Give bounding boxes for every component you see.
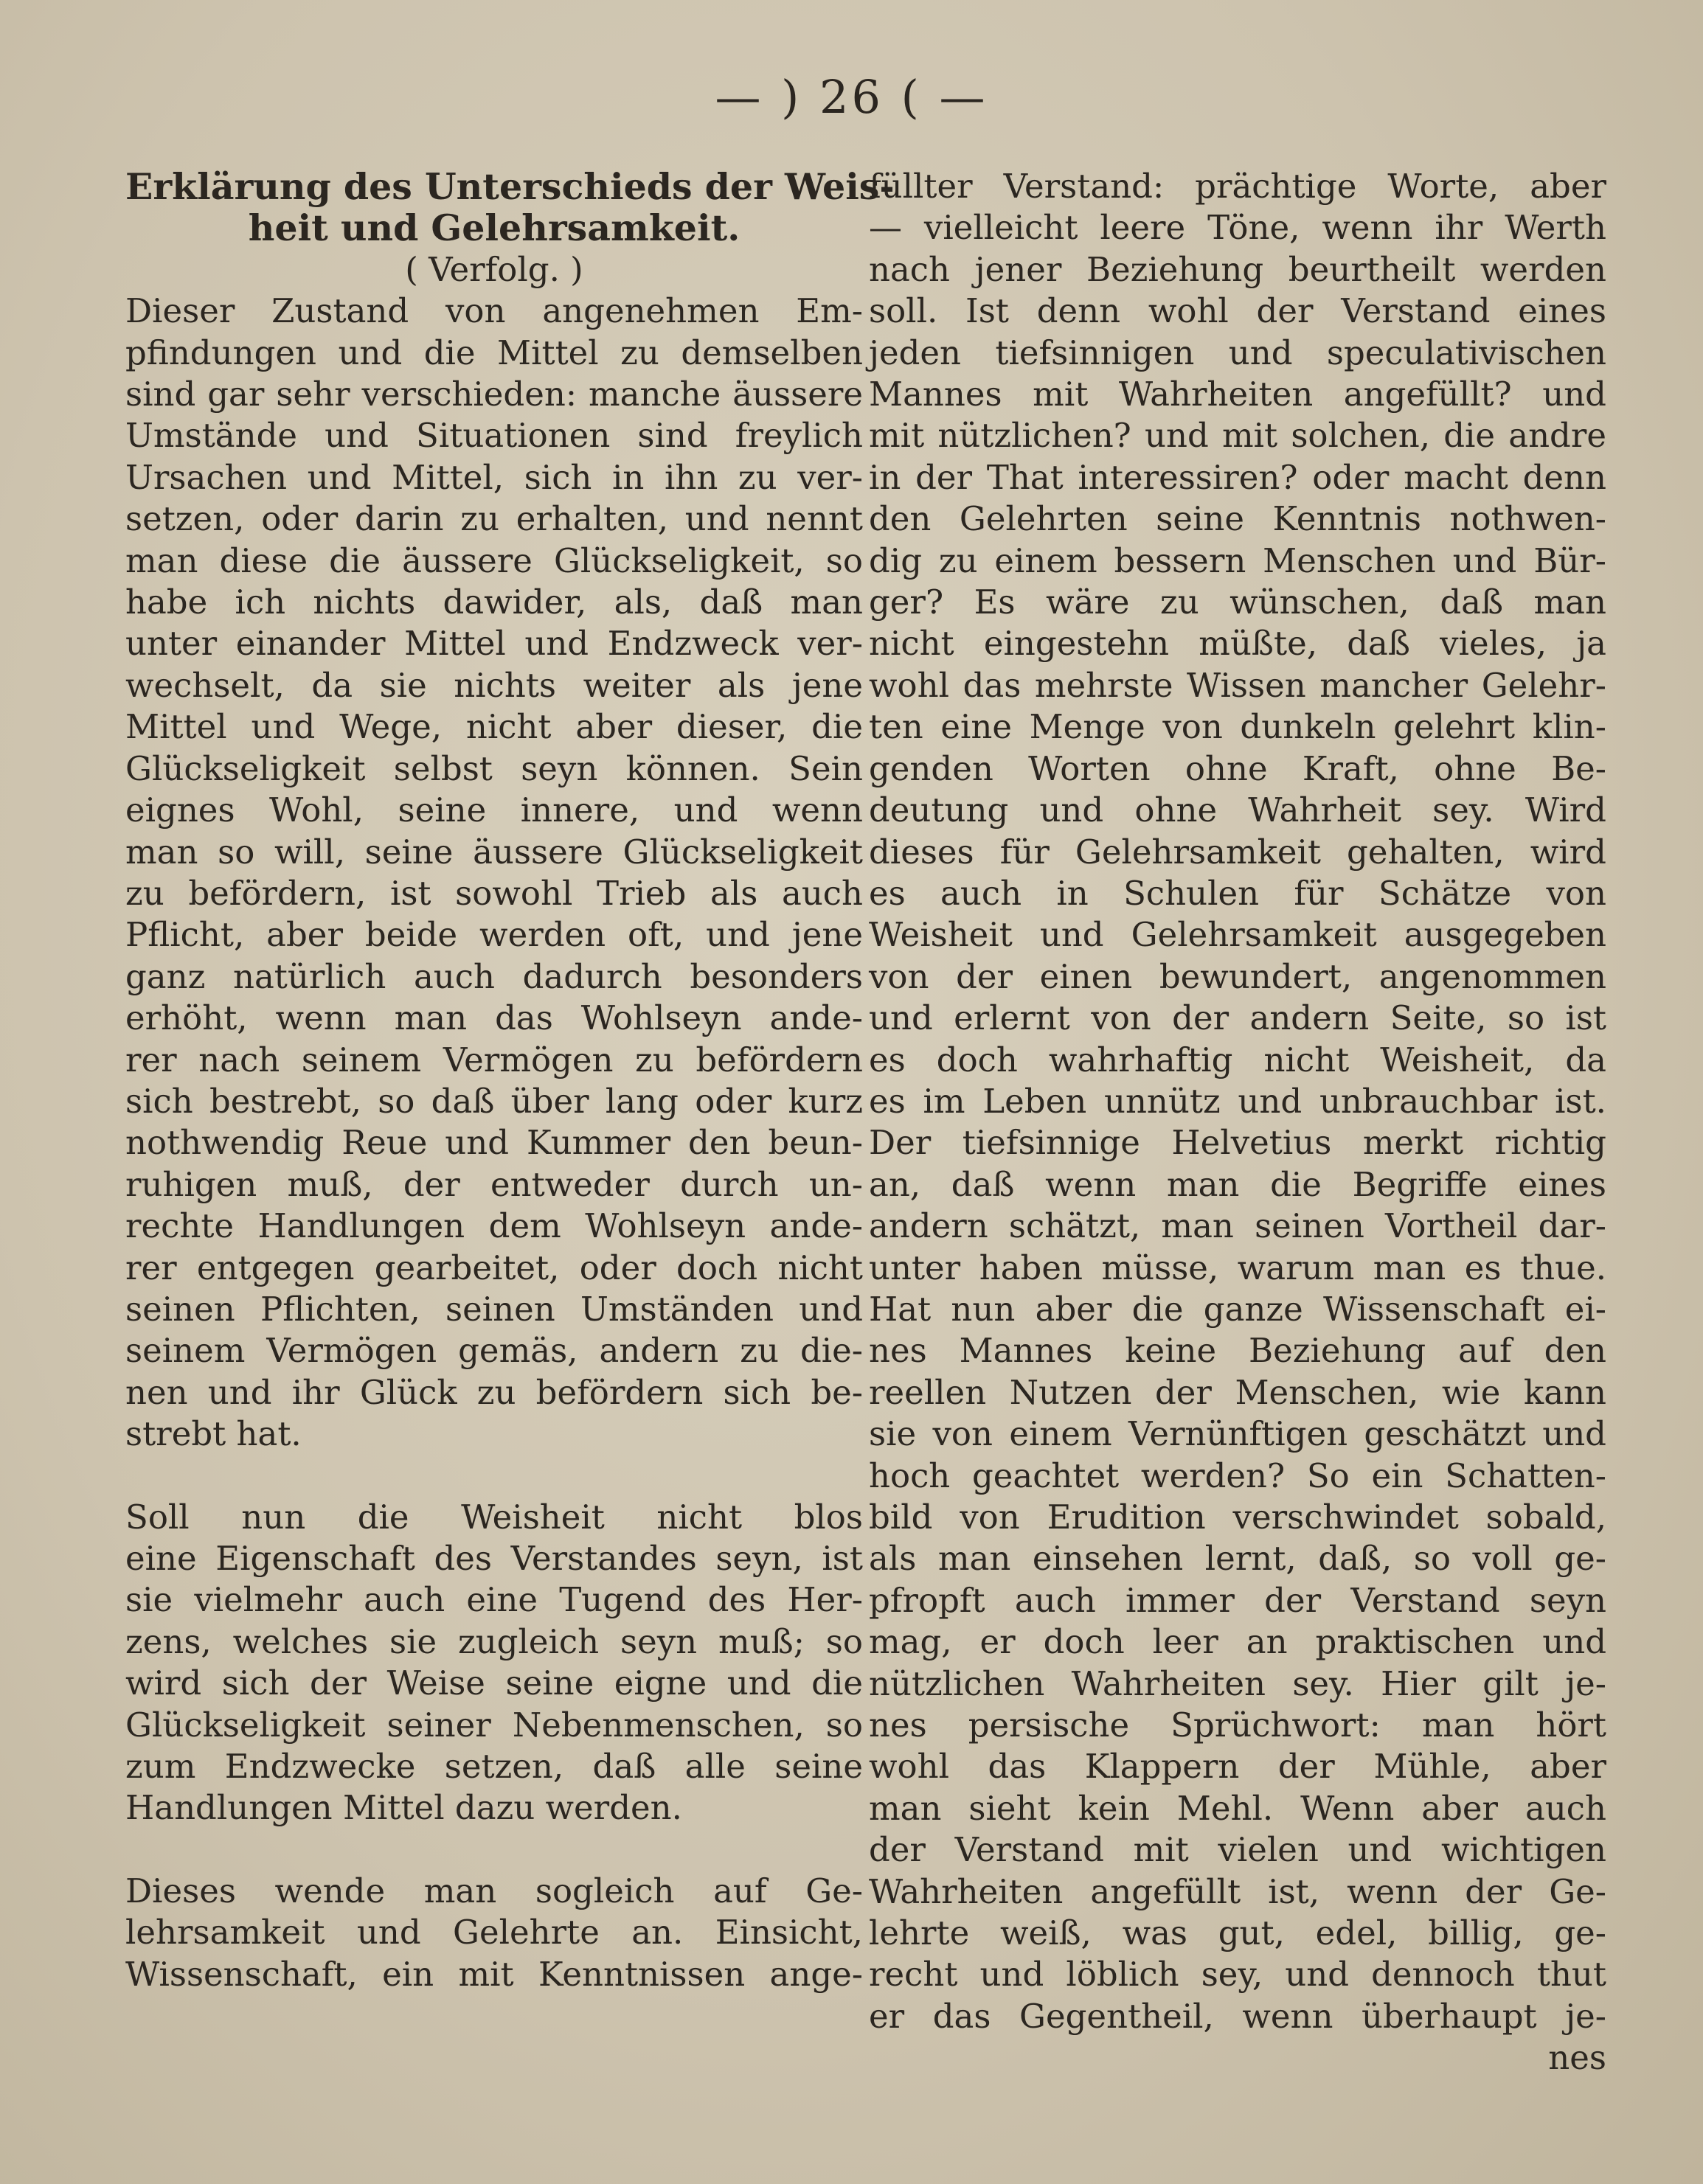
text-line: als man einsehen lernt, daß, so voll ge- <box>869 1539 1606 1579</box>
text-line: lehrsamkeit und Gelehrte an. Einsicht, <box>125 1913 863 1952</box>
paragraph-3 <box>125 1871 863 1995</box>
text-line: sie von einem Vernünftigen geschätzt und <box>869 1414 1606 1454</box>
text-line: recht und löblich sey, und dennoch thut <box>869 1955 1606 1995</box>
text-line: mit nützlichen? und mit solchen, die andre <box>869 416 1606 456</box>
text-line: jeden tiefsinnigen und speculativischen <box>869 333 1606 372</box>
text-line: Pflicht, aber beide werden oft, und jene <box>125 915 863 955</box>
text-line: Glückseligkeit seiner Nebenmenschen, so <box>125 1705 863 1745</box>
text-line: dig zu einem bessern Menschen und Bür- <box>869 540 1606 580</box>
text-line: lehrte weiß, was gut, edel, billig, ge- <box>869 1913 1606 1953</box>
text-line: eine Eigenschaft des Verstandes seyn, ist <box>125 1539 863 1578</box>
text-line: Umstände und Situationen sind freylich <box>125 416 863 456</box>
text-line: hoch geachtet werden? So ein Schatten- <box>869 1456 1606 1495</box>
text-line: Wissenschaft, ein mit Kenntnissen ange- <box>125 1954 863 1994</box>
text-line: erhöht, wenn man das Wohlseyn ande- <box>125 998 863 1038</box>
text-line: rer entgegen gearbeitet, oder doch nicht <box>125 1248 863 1287</box>
text-line: es im Leben unnütz und unbrauchbar ist. <box>869 1081 1606 1121</box>
text-line: andern schätzt, man seinen Vortheil dar- <box>869 1206 1606 1246</box>
left-column <box>125 165 895 1995</box>
catchword: nes <box>1548 2038 1606 2078</box>
article-title-line: heit und Gelehrsamkeit. <box>248 206 740 250</box>
text-line: nach jener Beziehung beurtheilt werden <box>869 249 1606 289</box>
text-line: ger? Es wäre zu wünschen, daß man <box>869 582 1606 622</box>
text-line: man sieht kein Mehl. Wenn aber auch <box>869 1788 1606 1828</box>
text-line: Glückseligkeit selbst seyn können. Sein <box>125 748 863 788</box>
text-line: der Verstand mit vielen und wichtigen <box>869 1830 1606 1870</box>
text-line: ganz natürlich auch dadurch besonders <box>125 956 863 996</box>
text-line: deutung und ohne Wahrheit sey. Wird <box>869 790 1606 830</box>
text-line: Dieses wende man sogleich auf Ge- <box>125 1871 863 1910</box>
right-column <box>869 166 1606 2079</box>
text-line: und erlernt von der andern Seite, so ist <box>869 998 1606 1038</box>
text-line: bild von Erudition verschwindet sobald, <box>869 1498 1606 1537</box>
text-line: Ursachen und Mittel, sich in ihn zu ver- <box>125 457 863 497</box>
text-line: ten eine Menge von dunkeln gelehrt klin- <box>869 707 1606 747</box>
text-line: Handlungen Mittel dazu werden. <box>125 1788 682 1828</box>
text-line: setzen, oder darin zu erhalten, und nennt <box>125 499 863 539</box>
text-line: eignes Wohl, seine innere, und wenn <box>125 790 863 830</box>
text-line: Wahrheiten angefüllt ist, wenn der Ge- <box>869 1871 1606 1911</box>
text-line: es auch in Schulen für Schätze von <box>869 873 1606 913</box>
text-line: zum Endzwecke setzen, daß alle seine <box>125 1747 863 1787</box>
text-line: nes persische Sprüchwort: man hört <box>869 1705 1606 1745</box>
text-line: soll. Ist denn wohl der Verstand eines <box>869 291 1606 331</box>
text-line: seinen Pflichten, seinen Umständen und <box>125 1289 863 1329</box>
text-line: man so will, seine äussere Glückseligkeit <box>125 832 863 872</box>
text-line: nothwendig Reue und Kummer den beun- <box>125 1123 863 1163</box>
text-line: reellen Nutzen der Menschen, wie kann <box>869 1372 1606 1412</box>
text-line: an, daß wenn man die Begriffe eines <box>869 1164 1606 1204</box>
text-line: seinem Vermögen gemäs, andern zu die- <box>125 1331 863 1371</box>
article-subtitle: ( Verfolg. ) <box>405 249 583 289</box>
text-line: dieses für Gelehrsamkeit gehalten, wird <box>869 832 1606 872</box>
text-line: rechte Handlungen dem Wohlseyn ande- <box>125 1206 863 1246</box>
text-line: pfindungen und die Mittel zu demselben <box>125 333 863 372</box>
text-line: ruhigen muß, der entweder durch un- <box>125 1164 863 1204</box>
text-line: nicht eingestehn müßte, daß vieles, ja <box>869 624 1606 664</box>
text-line: sind gar sehr verschieden: manche äussere <box>125 375 863 414</box>
text-line: habe ich nichts dawider, als, daß man <box>125 582 863 622</box>
text-line: Mannes mit Wahrheiten angefüllt? und <box>869 375 1606 414</box>
text-line: sie vielmehr auch eine Tugend des Her- <box>125 1580 863 1620</box>
text-line: unter haben müsse, warum man es thue. <box>869 1248 1606 1287</box>
text-line: er das Gegentheil, wenn überhaupt je- <box>869 1996 1606 2036</box>
text-line: mag, er doch leer an praktischen und <box>869 1622 1606 1662</box>
text-line: unter einander Mittel und Endzweck ver- <box>125 624 863 664</box>
text-line: den Gelehrten seine Kenntnis nothwen- <box>869 499 1606 539</box>
text-line: Dieser Zustand von angenehmen Em- <box>125 291 863 331</box>
text-line: zu befördern, ist sowohl Trieb als auch <box>125 873 863 913</box>
paragraph-2 <box>125 1497 863 1829</box>
page-header: — ) 26 ( — <box>715 70 988 124</box>
text-line: zens, welches sie zugleich seyn muß; so <box>125 1621 863 1661</box>
text-line: rer nach seinem Vermögen zu befördern <box>125 1040 863 1079</box>
text-line: genden Worten ohne Kraft, ohne Be- <box>869 748 1606 788</box>
paragraph-1 <box>125 291 863 1455</box>
text-line: Weisheit und Gelehrsamkeit ausgegeben <box>869 915 1606 955</box>
text-line: in der That interessiren? oder macht denn <box>869 457 1606 497</box>
text-line: Soll nun die Weisheit nicht blos <box>125 1497 863 1537</box>
text-line: strebt hat. <box>125 1414 302 1454</box>
text-line: nützlichen Wahrheiten sey. Hier gilt je- <box>869 1663 1606 1703</box>
text-line: Hat nun aber die ganze Wissenschaft ei- <box>869 1289 1606 1329</box>
text-line: pfropft auch immer der Verstand seyn <box>869 1580 1606 1620</box>
text-line: man diese die äussere Glückseligkeit, so <box>125 540 863 580</box>
text-line: wechselt, da sie nichts weiter als jene <box>125 665 863 705</box>
text-line: nen und ihr Glück zu befördern sich be- <box>125 1372 863 1412</box>
text-line: nes Mannes keine Beziehung auf den <box>869 1331 1606 1371</box>
text-line: wohl das mehrste Wissen mancher Gelehr- <box>869 665 1606 705</box>
text-line: von der einen bewundert, angenommen <box>869 956 1606 996</box>
text-line: wird sich der Weise seine eigne und die <box>125 1663 863 1703</box>
article-title-line: Erklärung des Unterschieds der Weis- <box>125 165 895 208</box>
text-line: es doch wahrhaftig nicht Weisheit, da <box>869 1040 1606 1079</box>
text-line: sich bestrebt, so daß über lang oder kurz <box>125 1081 863 1121</box>
text-line: füllter Verstand: prächtige Worte, aber <box>869 167 1606 206</box>
text-line: — vielleicht leere Töne, wenn ihr Werth <box>869 208 1606 248</box>
text-line: wohl das Klappern der Mühle, aber <box>869 1747 1606 1787</box>
text-line: Der tiefsinnige Helvetius merkt richtig <box>869 1123 1606 1163</box>
text-line: Mittel und Wege, nicht aber dieser, die <box>125 707 863 747</box>
